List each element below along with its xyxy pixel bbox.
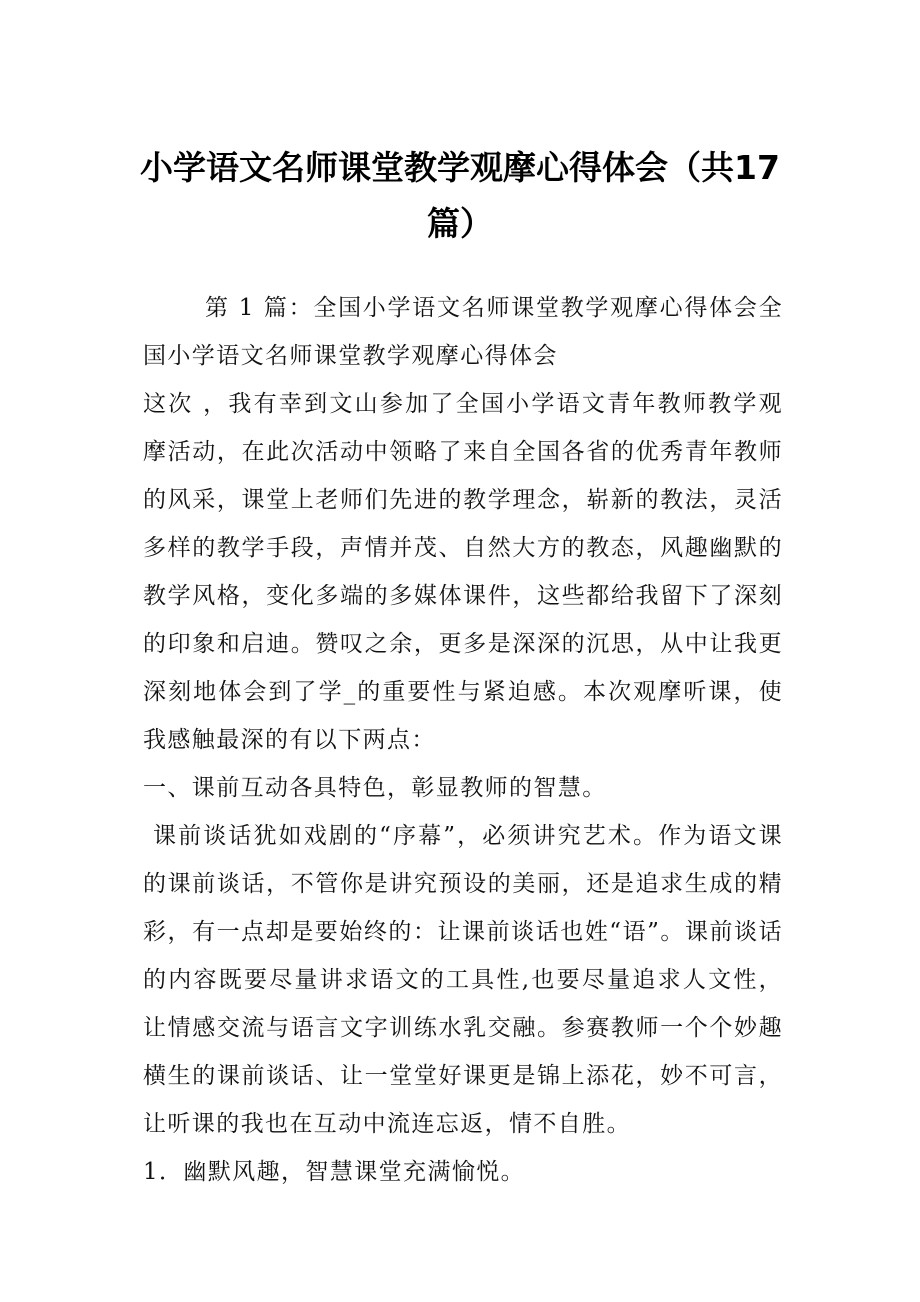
paragraph-section-body: 课前谈话犹如戏剧的“序幕”，必须讲究艺术。作为语文课的课前谈话，不管你是讲究预设的美丽，还是追求生成的精彩，有一点却是要始终的：让课前谈话也姓“语”。课前谈话的内容既要尽量讲求语文的工具性,也要尽量追求人文性，让情感交流与语言文字训练水乳交融。参赛教师一个个妙趣横生的课前谈话、让一堂堂好课更是锦上添花，妙不可言，让听课的我也在互动中流连忘返，情不自胜。 [143,823,783,1137]
paragraph-intro: 这次 ，我有幸到文山参加了全国小学语文青年教师教学观摩活动，在此次活动中领略了来自全国各省的优秀青年教师的风采，课堂上老师们先进的教学理念，崭新的教法，灵活多样的教学手段，声情并茂、自然大方的教态，风趣幽默的教学风格，变化多端的多媒体课件，这些都给我留下了深刻的印象和启迪。赞叹之余，更多是深深的沉思，从中让我更深刻地体会到了学_的重要性与紧迫感。本次观摩听课，使我感触最深的有以下两点： [143,391,783,753]
paragraph-section-heading: 一、课前互动各具特色，彰显教师的智慧。 [143,775,607,801]
document-title: 小学语文名师课堂教学观摩心得体会（共17篇） [140,148,780,243]
document-body [143,284,783,1196]
paragraph-chapter-heading: 第 1 篇：全国小学语文名师课堂教学观摩心得体会全国小学语文名师课堂教学观摩心得体会 [143,295,783,369]
paragraph-subheading: 1．幽默风趣，智慧课堂充满愉悦。 [143,1159,526,1185]
